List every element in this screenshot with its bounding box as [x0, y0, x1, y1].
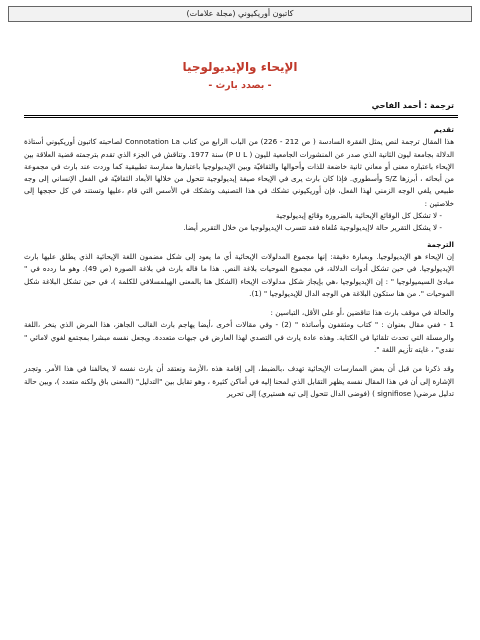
list-item: - لا يشكل التقرير حالة لاإيديولوجية مُلغاة فقد تتسرب الإيديولوجيا من خلال التقرير أيضا.: [183, 223, 442, 233]
article-title: الإيحاء والإيديولوجيا: [182, 60, 298, 74]
body-paragraph: 1 - ففي مقال بعنوان : " كتاب ومثقفون وأساتذة " (2) - وفي مقالات أخرى ،أيضا يهاجم بارث القالب الجاهز، هذا المرض الذي ينخر ،اللغة والرمسلة التي تحدث تلقائيا في الكتابة. وهذه عادة يارث في التصدي لهذا العارض في جبهات متعددة. ويجعل نفسه مبشرا بمجتمع لغوي لامائي " نقدي" ، غايته تأزيم اللغة ".: [24, 320, 454, 355]
translator-credit: ترجمة : أحمد الفاحي: [371, 101, 454, 110]
intro-paragraph: هذا المقال ترجمة لنص يمثل الفقرة السادسة ( ص 212 - 226) من الباب الرابع من كتاب Connotation La لصاحبته كاتبون أوريكيوني أستاذة الدلالة بجامعة ليون الثانية الذي صدر عن المنشورات الجامعية لليون ( P U L) سنة 1977. وتناقش في الجزء الذي تقدم بترجمته قضية العلاقة بين الإيحاء باعتباره معنى أو معاني ثانية خاضعة للذات وأحوالها والثقافيّة وبين الإيديولوجيا باعتبارها ممارسة تطبيقية كما وردت عند بارث في مجموعة من أبحاثه ، أبرزها S/Z وأسطوري. فإذا كان بارث يرى في الإيحاء صيغة إيديولوجية تتحول من خلالها الأبعاد الثقافيّة في الفعل الإنساني إلى وجه طبيعي يلغي الوجه الزمني لهذا الفعل، فإن أوريكيوني تشكك في هذا التصنيف وتشكك في الأسس التي قام ،عليها وتستند في كل حججها إلى خلاصتين :: [24, 137, 455, 208]
list-item: - لا تشكل كل الوقائع الإيحائية بالضرورة وقائع إيديولوجية: [275, 211, 442, 221]
conclusions-list: [24, 210, 454, 235]
section-heading-intro: تقديم: [433, 125, 454, 134]
body-paragraph: وقد ذكرنا من قبل أن بعض الممارسات الإيحائية تهدف ،بالضبط، إلى إقامة هذه ،الأزمة ونعتقد أن بارث نفسه لا يخالفنا في هذا الأمر. وتجدر الإشارة إلى أن في هذا المقال نفسه يظهر التقابل الذي لمحنا إليه في أماكن كثيرة ، وهو تقابل بين "التدليل" (المعنى باق ولكنه متعدد )، وبين حالة تدليل مرضي( signifiose ) (فوضى الدال تتحول إلى تيه هستيري) إلى تحرير: [24, 364, 454, 398]
article-body: [24, 124, 454, 400]
body-paragraph: إن الإيحاء هو الإيديولوجيا. وبعبارة دقيقة: إنها مجموع المدلولات الإيحائية أي ما يعود إلى شكل مضمون اللغة الإيحائية الذي يطلق عليها بارث الإيديولوجيا. في حين تشكل أدوات الدلالة، في مجموع الموحيات بلاغة النص. هذا ما قاله بارث في بلاغة الصورة (ص 49). وهو ما ردده في " مبادئ السيميولوجيا " : إن الإيديولوجيا ،هي بإيجاز شكل مدلولات الإيحاء (الشكل هنا بالمعنى الهيلمسلافي للكلمة )، في حين تشكل البلاغة شكل الموحيات ". من هنا ستكون البلاغة هي الوجه الدال للإيديولوجيا " (1).: [24, 251, 454, 298]
article-subtitle: - بصدد بارث -: [208, 80, 272, 91]
divider-top: [24, 115, 458, 116]
divider-bottom: [24, 117, 458, 118]
running-header: كاتبون أوريكيوني (مجلة علامات): [8, 6, 472, 22]
body-paragraph: والحالة في موقف بارث هذا تناقضين ،أو على الأقل، التباسين :: [270, 308, 454, 318]
section-heading-translation: الترجمة: [427, 239, 454, 249]
